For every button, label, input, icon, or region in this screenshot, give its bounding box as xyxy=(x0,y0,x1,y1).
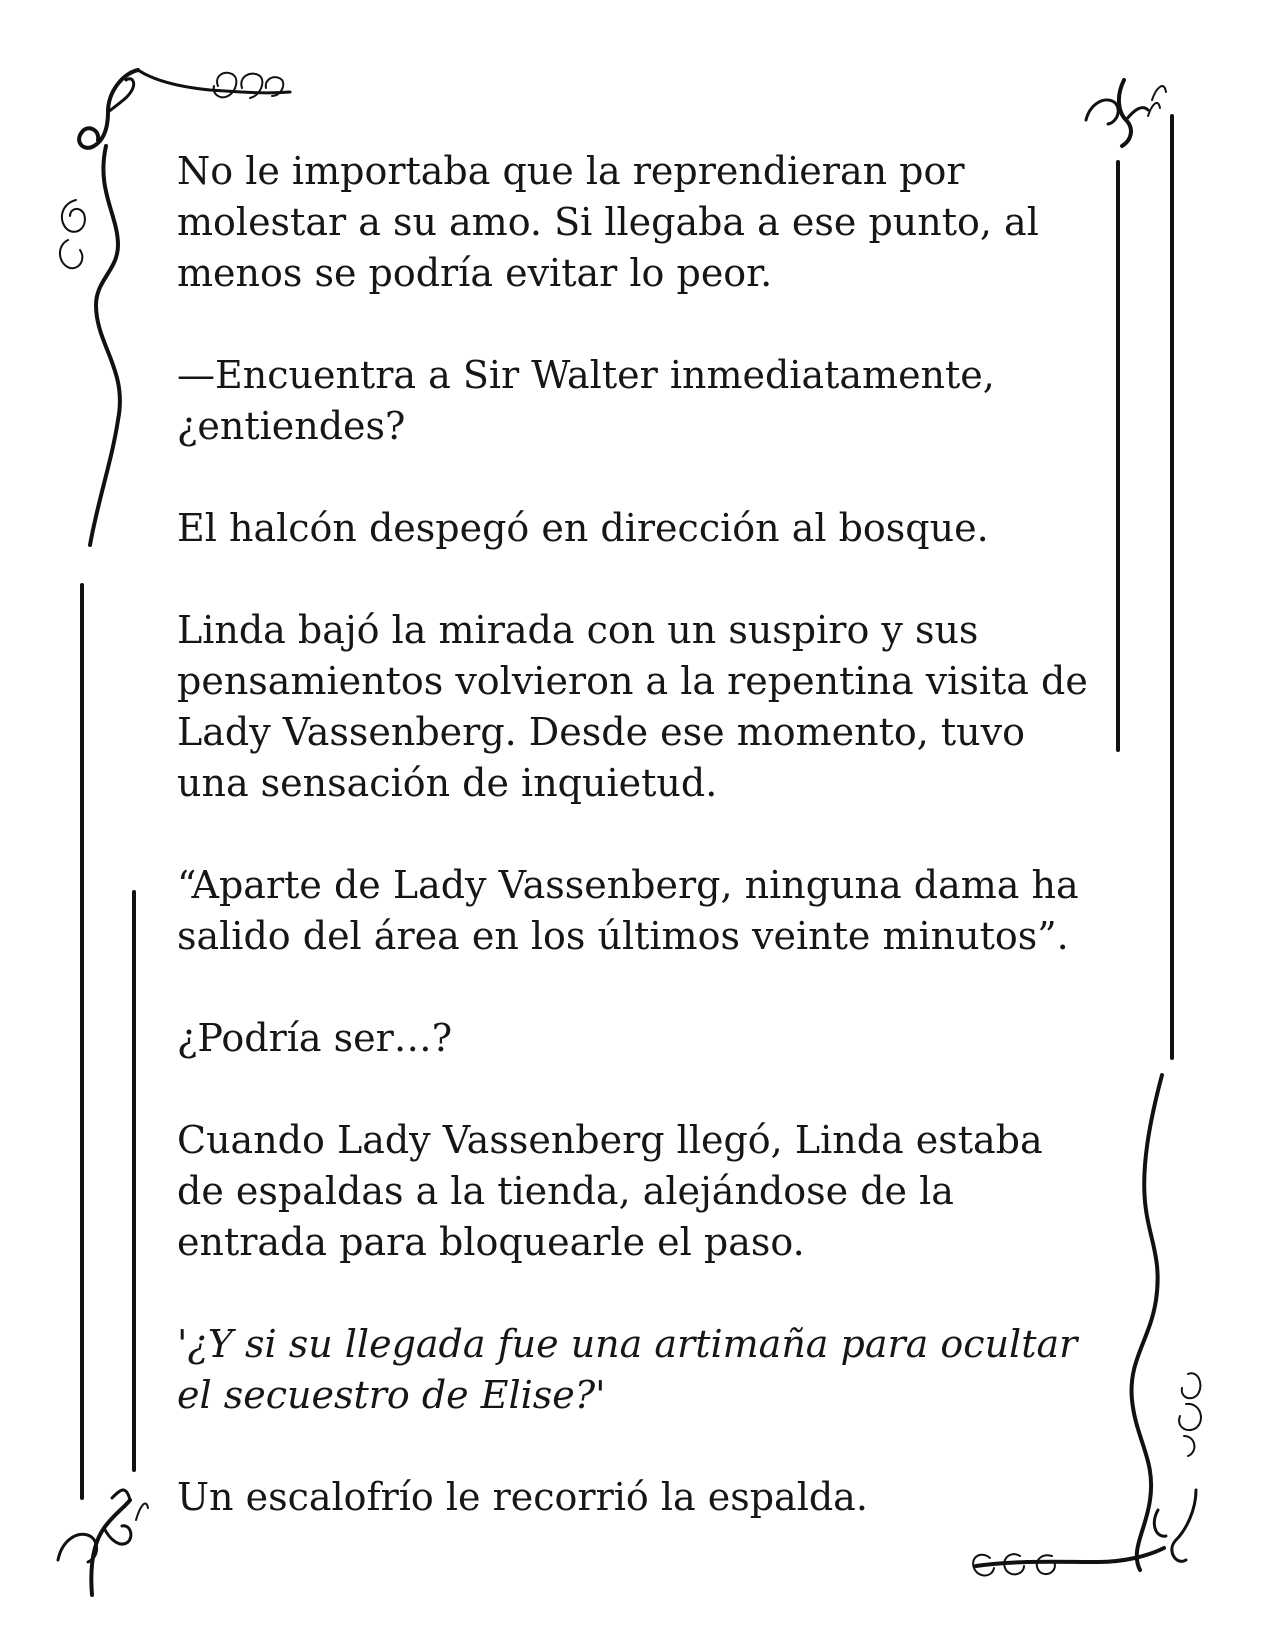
paragraph-6: ¿Podría ser…? xyxy=(177,1016,453,1060)
top-right-flourish-ornament xyxy=(1086,80,1166,146)
paragraph-9: Un escalofrío le recorrió la espalda. xyxy=(177,1475,868,1519)
story-text xyxy=(177,146,1107,1523)
paragraph-2: —Encuentra a Sir Walter inmediatamente, ¿entiendes? xyxy=(177,353,995,448)
paragraph-3: El halcón despegó en dirección al bosque. xyxy=(177,506,989,550)
paragraph-8-italic-thought: '¿Y si su llegada fue una artimaña para ocultar el secuestro de Elise?' xyxy=(177,1322,1078,1417)
bottom-left-flourish-ornament xyxy=(58,1490,148,1595)
paragraph-7: Cuando Lady Vassenberg llegó, Linda estaba de espaldas a la tienda, alejándose de la entrada para bloquearle el paso. xyxy=(177,1118,1043,1264)
paragraph-5: “Aparte de Lady Vassenberg, ninguna dama ha salido del área en los últimos veinte minutos”. xyxy=(177,863,1079,958)
paragraph-4: Linda bajó la mirada con un suspiro y sus pensamientos volvieron a la repentina visita de Lady Vassenberg. Desde ese momento, tuvo una sensación de inquietud. xyxy=(177,608,1088,805)
paragraph-1: No le importaba que la reprendieran por molestar a su amo. Si llegaba a ese punto, al menos se podría evitar lo peor. xyxy=(177,149,1039,295)
